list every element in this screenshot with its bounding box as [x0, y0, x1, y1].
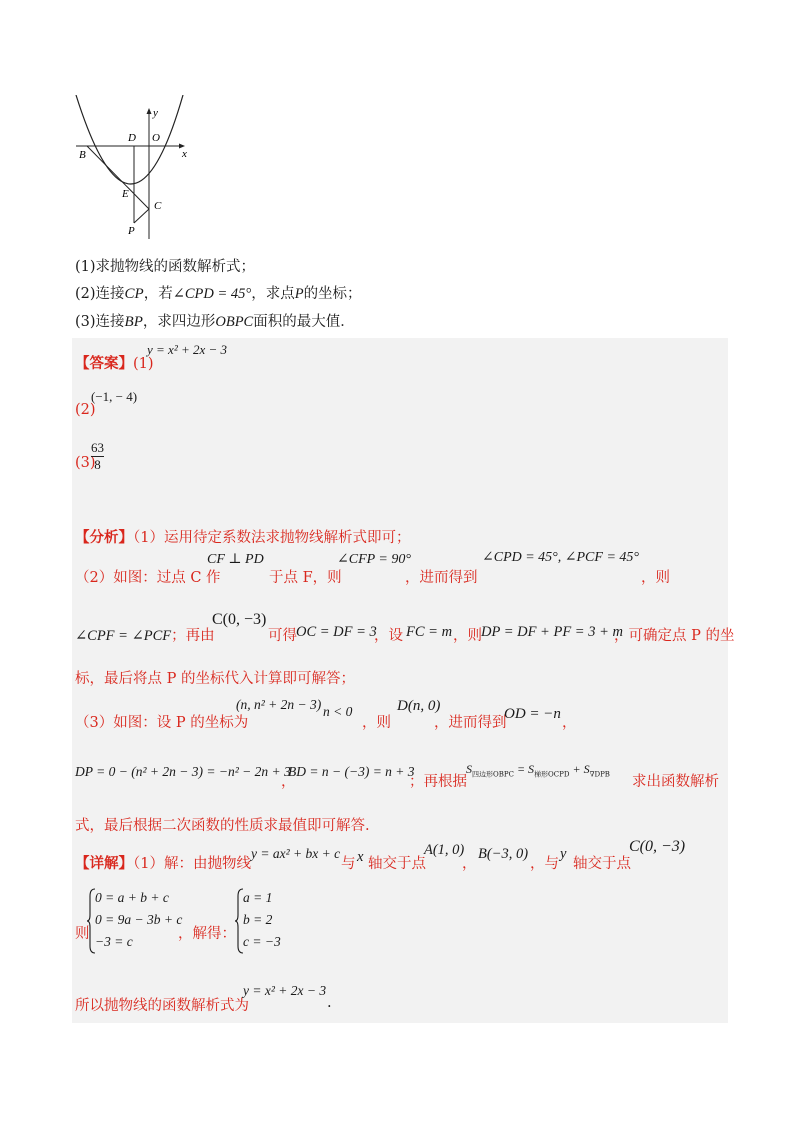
math-cpf-eq-pcf: ∠CPF = ∠PCF	[75, 628, 172, 644]
analysis-line-6-text-c: 求出函数解析	[632, 774, 719, 790]
math-angle-cpd: ∠CPD = 45°	[172, 286, 252, 302]
answer-1-num: (1)	[133, 356, 154, 372]
detail-line-1-text-b: 与	[341, 856, 356, 872]
detail-line-3-math: y = x² + 2x − 3	[243, 983, 327, 998]
area-sub-1: 四边形OBPC	[472, 770, 514, 779]
label-P: P	[128, 225, 135, 237]
analysis-line-3-math-c: C(0, −3)	[212, 611, 267, 628]
analysis-p1: （1）运用待定系数法求抛物线解析式即可；	[133, 530, 411, 546]
detail-line-3-text-b: .	[327, 995, 332, 1011]
area-sub-2: 梯形OCPD	[534, 770, 570, 779]
answer-1-math	[147, 342, 227, 358]
analysis-line-2-text-d: ，则	[641, 570, 670, 586]
question-1	[75, 255, 255, 276]
analysis-line-3-math-dp: DP = DF + PF = 3 + m	[481, 624, 623, 640]
question-2	[75, 282, 362, 303]
detail-line-1-x: x	[357, 849, 364, 865]
analysis-line-4: 标，最后将点 P 的坐标代入计算即可解答；	[75, 671, 355, 687]
answer-label: 【答案】	[75, 355, 133, 372]
math-obpc: OBPC	[215, 314, 254, 330]
answer-3-fraction	[91, 440, 104, 473]
analysis-line-2-math-3: ∠CPD = 45°, ∠PCF = 45°	[482, 550, 639, 565]
detail-line-1-text-c: 轴交于点	[368, 856, 426, 872]
question-3-text-c: 面积的最大值．	[253, 314, 355, 330]
analysis-line-2-math-2: ∠CFP = 90°	[337, 552, 411, 567]
question-2-text-a: (2)连接	[75, 286, 125, 302]
label-y: y	[153, 107, 158, 119]
question-3-text-b: ，求四边形	[142, 314, 216, 330]
analysis-p3-a: ；再由	[171, 628, 215, 644]
analysis-line-3-text-d: ，则	[453, 628, 482, 644]
analysis-label: 【分析】	[75, 529, 133, 546]
question-1-text: (1)求抛物线的函数解析式；	[75, 259, 256, 275]
math-bp: BP	[124, 314, 143, 330]
answer-2-expr: (−1, − 4)	[91, 389, 138, 404]
detail-then: 则	[75, 926, 90, 942]
fraction-denominator: 8	[91, 456, 104, 473]
label-D: D	[128, 132, 136, 144]
segment-BC	[87, 146, 149, 209]
fraction-numerator: 63	[91, 440, 104, 455]
label-B: B	[79, 149, 86, 161]
area-eq: = S	[513, 762, 535, 776]
analysis-line-6-math-bd: BD = n − (−3) = n + 3	[288, 764, 415, 779]
detail-line-1-text-e: ，与	[530, 856, 559, 872]
question-2-text-c: ，求点	[251, 286, 295, 302]
parabola-figure	[68, 95, 198, 245]
analysis-line-5-text-b: ，则	[362, 715, 391, 731]
label-E: E	[122, 188, 129, 200]
analysis-line-3-math-oc: OC = DF = 3	[296, 624, 377, 640]
analysis-line-2-text-a: （2）如图：过点 C 作	[75, 570, 221, 586]
detail-line-1-c: C(0, −3)	[629, 838, 686, 855]
question-3	[75, 310, 355, 331]
analysis-line-6-area-formula	[466, 762, 610, 779]
question-2-text-d: 的坐标；	[303, 286, 362, 302]
detail-line-1-math-1: y = ax² + bx + c	[251, 846, 341, 861]
math-p: P	[294, 286, 304, 302]
analysis-line-3-text-c: ，设	[374, 628, 403, 644]
analysis-line-5-math-p: (n, n² + 2n − 3)	[236, 697, 322, 712]
analysis-line-3-math-fc: FC = m	[406, 624, 453, 640]
detail-d1-a: （1）解：由抛物线	[133, 856, 251, 872]
label-x: x	[182, 148, 187, 160]
answer-1-expr: y = x² + 2x − 3	[147, 342, 228, 357]
detail-line-1-text-f: 轴交于点	[573, 856, 631, 872]
analysis-line-6-text-a: ，	[281, 774, 296, 790]
detail-line-1-y: y	[560, 846, 567, 862]
analysis-line-5-text-d: ，	[562, 715, 577, 731]
detail-solve: ，解得：	[178, 926, 236, 942]
label-O: O	[152, 132, 160, 144]
detail-line-1-b: B(−3, 0)	[478, 846, 529, 862]
system-2-eq-3: c = −3	[243, 934, 281, 949]
detail-line-1-text-d: ，	[462, 856, 477, 872]
system-2-eq-1: a = 1	[243, 890, 273, 905]
analysis-line-2-text-b: 于点 F，则	[269, 570, 342, 586]
detail-label: 【详解】	[75, 855, 133, 872]
analysis-line-5-math-d: D(n, 0)	[397, 698, 441, 714]
segment-PC	[134, 209, 149, 223]
analysis-line-5-text-c: ，进而得到	[434, 715, 507, 731]
analysis-line-3	[75, 624, 215, 645]
answer-2-num: (2)	[75, 402, 96, 418]
analysis-line-2-math-1: CF ⊥ PD	[207, 552, 264, 567]
detail-line-1-text-a	[75, 852, 251, 873]
analysis-line-3-text-b: 可得	[268, 628, 297, 644]
question-2-text-b: ，若	[143, 286, 173, 302]
detail-line-3-text-a: 所以抛物线的函数解析式为	[75, 998, 249, 1014]
answer-line-1	[75, 352, 154, 373]
detail-line-1-a: A(1, 0)	[424, 842, 465, 858]
analysis-line-1	[75, 526, 410, 547]
analysis-line-6-math-dp: DP = 0 − (n² + 2n − 3) = −n² − 2n + 3	[75, 764, 291, 779]
system-1-eq-3: −3 = c	[95, 934, 133, 949]
area-plus: + S	[569, 762, 590, 776]
analysis-line-5-text-a: （3）如图：设 P 的坐标为	[75, 715, 249, 731]
area-sub-3: ∇DPB	[589, 770, 610, 779]
area-s-1: S	[466, 762, 472, 776]
analysis-line-2-text-c: ，进而得到	[405, 570, 478, 586]
answer-3-num: (3)	[75, 455, 96, 471]
analysis-line-7: 式，最后根据二次函数的性质求最值即可解答.	[75, 818, 370, 834]
math-cp: CP	[124, 286, 144, 302]
system-1-eq-2: 0 = 9a − 3b + c	[95, 912, 183, 927]
analysis-line-6-text-b: ；再根据	[409, 774, 467, 790]
system-2-eq-2: b = 2	[243, 912, 273, 927]
analysis-line-5-math-n: n < 0	[323, 704, 353, 719]
question-3-text-a: (3)连接	[75, 314, 125, 330]
label-C: C	[154, 200, 162, 212]
analysis-line-3-text-e: ，可确定点 P 的坐	[614, 628, 735, 644]
analysis-line-5-math-od: OD = −n	[504, 706, 561, 722]
system-1-eq-1: 0 = a + b + c	[95, 890, 169, 905]
answer-2-math	[91, 389, 137, 405]
y-axis-arrow-icon	[147, 108, 152, 114]
